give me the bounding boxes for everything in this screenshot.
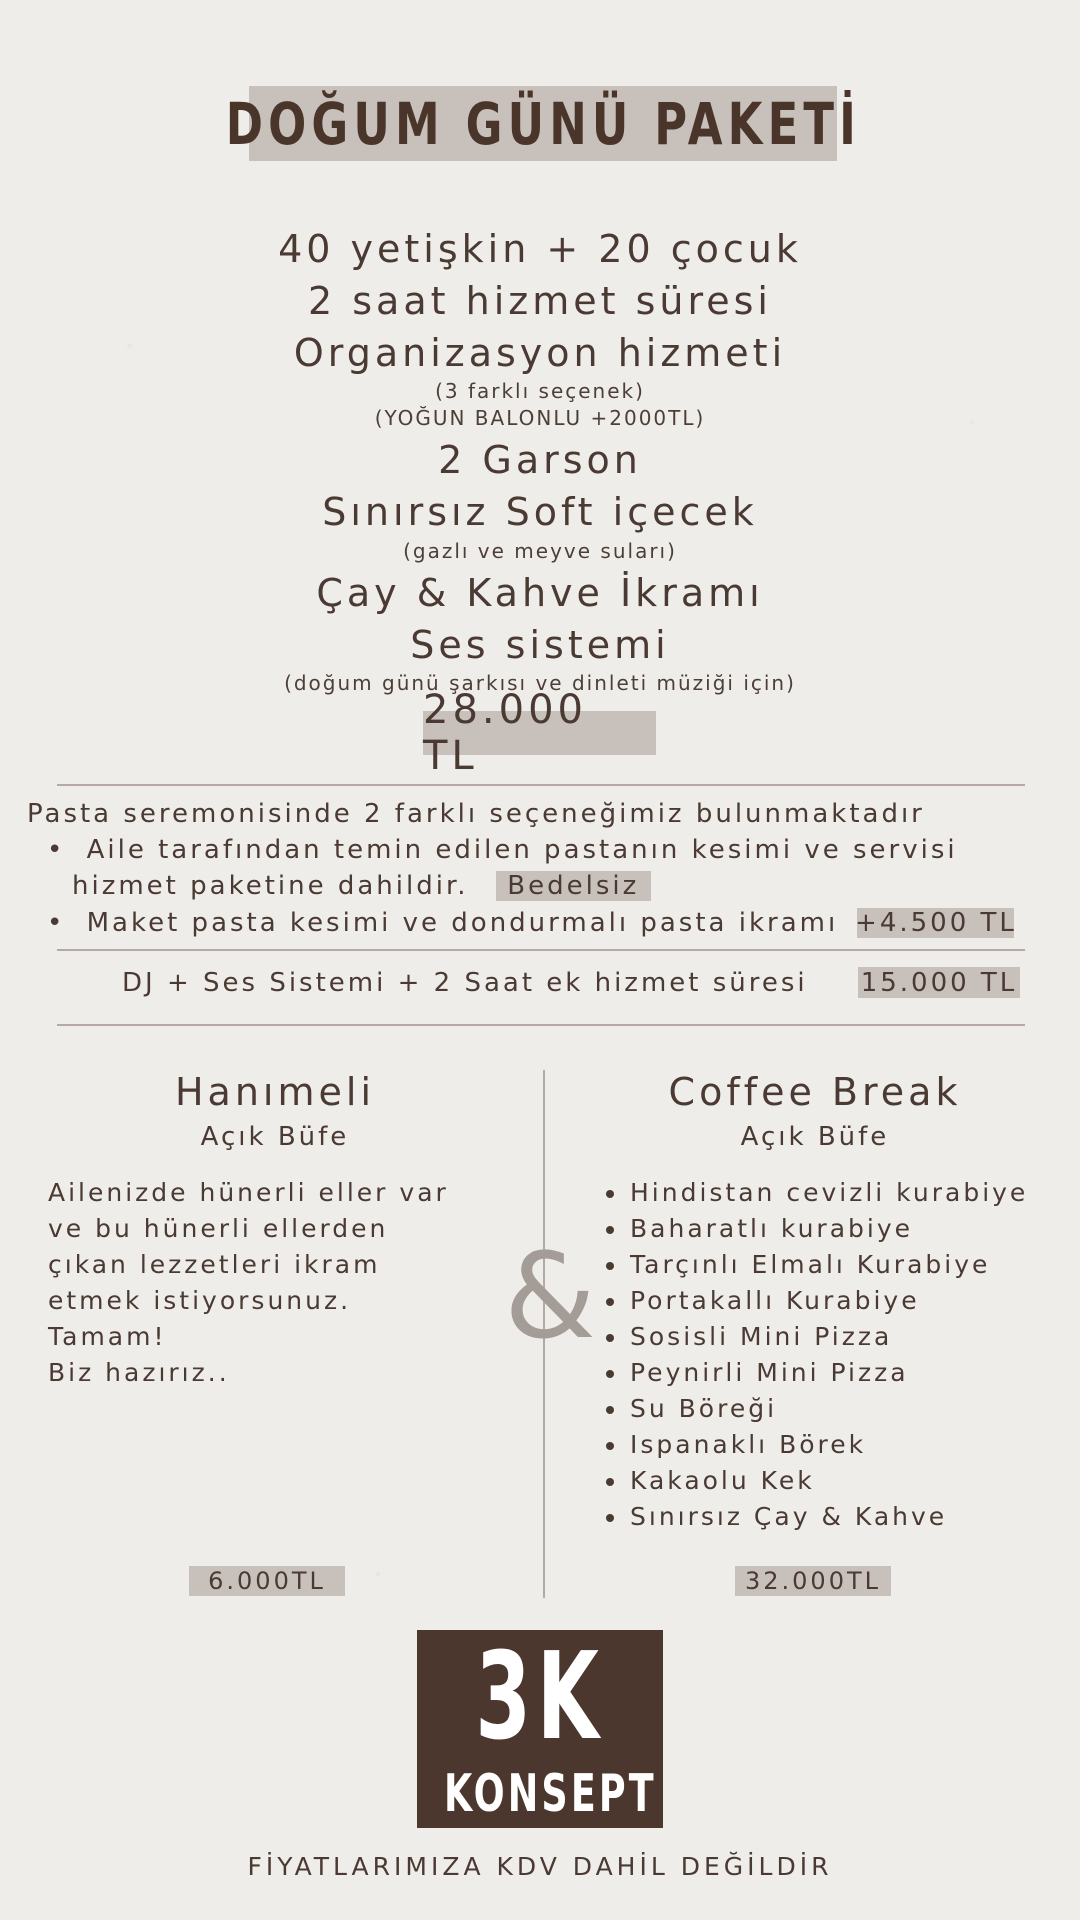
left-column-price: 6.000TL [208, 1567, 326, 1595]
list-item: Su Böreği [604, 1391, 1074, 1427]
left-paragraph-line: Biz hazırız.. [48, 1358, 230, 1387]
package-line-1: 40 yetişkin + 20 çocuk [278, 227, 802, 271]
cake-option-1-text-2: hizmet paketine dahildir. [72, 871, 469, 901]
dj-label: DJ + Ses Sistemi + 2 Saat ek hizmet süresi [122, 968, 808, 998]
left-column-title: Hanımeli [174, 1070, 375, 1114]
list-item: Ispanaklı Börek [604, 1427, 1074, 1463]
list-item: Sosisli Mini Pizza [604, 1319, 1074, 1355]
list-item: Baharatlı kurabiye [604, 1211, 1074, 1247]
right-column-price-badge [735, 1566, 891, 1596]
package-line-7: Sınırsız Soft içecek [322, 490, 758, 534]
divider-middle [57, 949, 1025, 951]
package-line-2: 2 saat hizmet süresi [308, 279, 772, 323]
left-paragraph-line: ve bu hünerli ellerden [48, 1214, 389, 1243]
cake-option-2-text: Maket pasta kesimi ve dondurmalı pasta ikramı [86, 908, 839, 938]
list-item: Kakaolu Kek [604, 1463, 1074, 1499]
package-line-4: (3 farklı seçenek) [435, 379, 645, 403]
cake-option-1-line-1 [47, 835, 958, 866]
package-line-3: Organizasyon hizmeti [293, 331, 787, 375]
left-paragraph-line: Tamam! [48, 1322, 167, 1351]
free-tag-label: Bedelsiz [507, 871, 640, 901]
cake-option-2-price-label: +4.500 TL [855, 908, 1017, 938]
left-column-paragraph [48, 1175, 498, 1391]
cake-intro: Pasta seremonisinde 2 farklı seçeneğimiz bulunmaktadır [27, 799, 925, 829]
package-line-11: (doğum günü şarkısı ve dinleti müziği için) [284, 671, 796, 695]
list-item: Hindistan cevizli kurabiye [604, 1175, 1074, 1211]
right-column-subtitle: Açık Büfe [740, 1122, 890, 1152]
free-tag [496, 871, 651, 901]
list-item: Portakallı Kurabiye [604, 1283, 1074, 1319]
left-paragraph-line: Ailenizde hünerli eller var [48, 1178, 449, 1207]
left-paragraph-line: çıkan lezzetleri ikram [48, 1250, 381, 1279]
bullet-icon: • [47, 835, 66, 865]
logo-top-text: 3K [475, 1630, 605, 1767]
package-line-10: Ses sistemi [410, 623, 670, 667]
right-column-price: 32.000TL [744, 1567, 881, 1595]
ampersand-symbol: & [503, 1227, 596, 1365]
page-title: DOĞUM GÜNÜ PAKETİ [225, 89, 861, 158]
package-price-badge [423, 687, 656, 779]
cake-option-2 [47, 908, 1017, 939]
dj-offer [122, 968, 808, 999]
cake-option-1-text: Aile tarafından temin edilen pastanın kesimi ve servisi [86, 835, 958, 865]
package-line-8: (gazlı ve meyve suları) [403, 539, 677, 563]
tax-note: FİYATLARIMIZA KDV DAHİL DEĞİLDİR [247, 1852, 833, 1881]
title-box [225, 86, 861, 161]
divider-top [57, 784, 1025, 786]
package-line-6: 2 Garson [438, 438, 642, 482]
logo-bottom-text: KONSEPT [444, 1764, 657, 1824]
package-price: 28.000 TL [423, 687, 587, 779]
brand-logo [417, 1630, 663, 1828]
right-column-title: Coffee Break [668, 1070, 962, 1114]
left-column-price-badge [189, 1566, 345, 1596]
bullet-icon: • [47, 908, 66, 938]
dj-price-badge [858, 967, 1020, 998]
right-column-list [604, 1175, 1074, 1535]
list-item: Tarçınlı Elmalı Kurabiye [604, 1247, 1074, 1283]
cake-option-2-price [855, 908, 1017, 938]
dj-price: 15.000 TL [860, 967, 1018, 998]
cake-option-1-line-2 [72, 871, 651, 902]
divider-bottom [57, 1024, 1025, 1026]
package-line-9: Çay & Kahve İkramı [316, 571, 764, 615]
left-column-subtitle: Açık Büfe [200, 1122, 350, 1152]
package-line-5: (YOĞUN BALONLU +2000TL) [374, 406, 706, 430]
left-paragraph-line: etmek istiyorsunuz. [48, 1286, 352, 1315]
list-item: Peynirli Mini Pizza [604, 1355, 1074, 1391]
list-item: Sınırsız Çay & Kahve [604, 1499, 1074, 1535]
